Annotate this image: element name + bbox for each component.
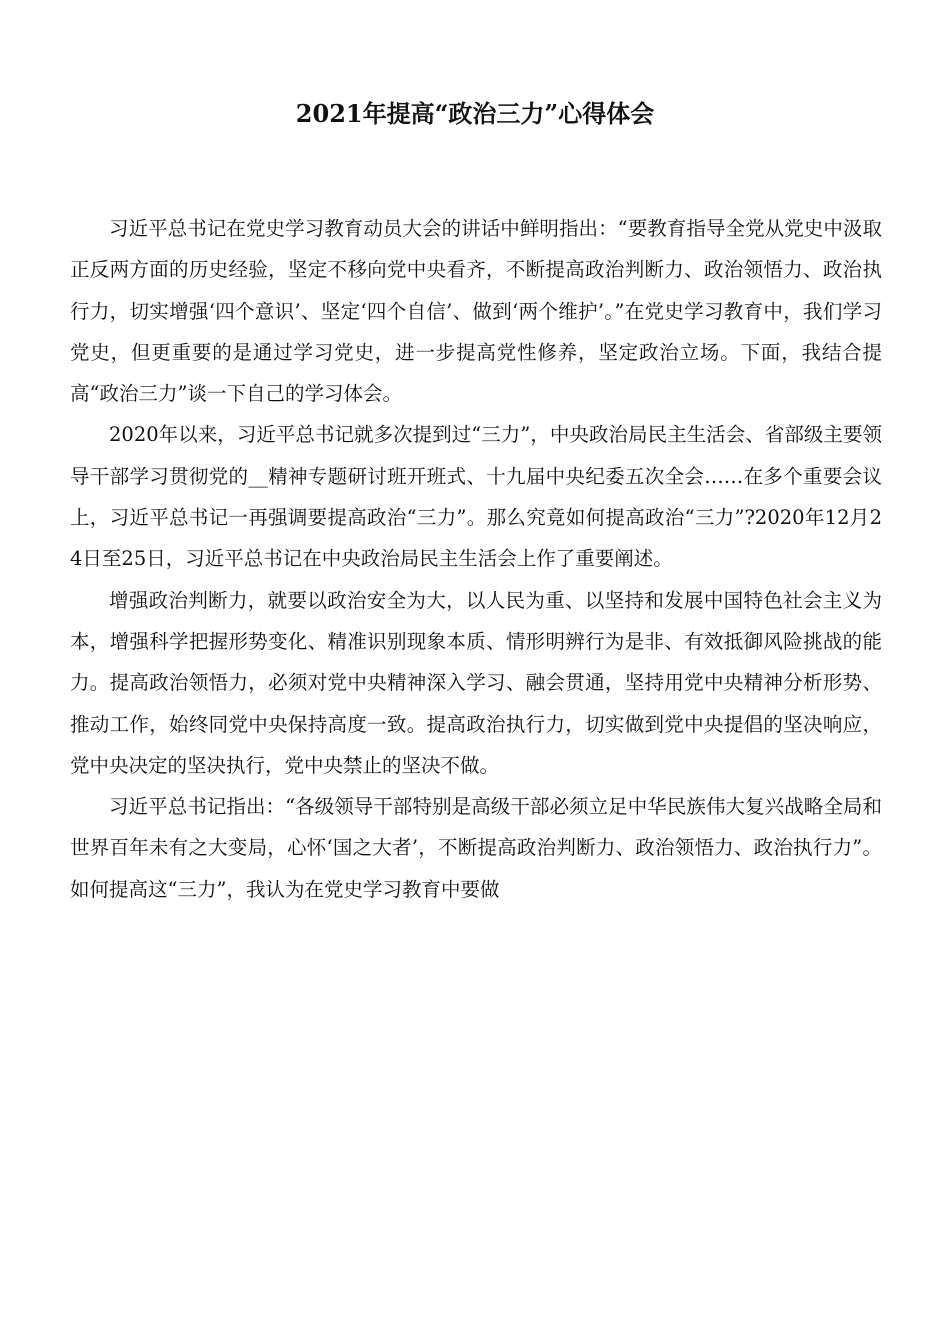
paragraph-3: 增强政治判断力，就要以政治安全为大，以人民为重、以坚持和发展中国特色社会主义为本，增强科学把握形势变化、精准识别现象本质、情形明辨行为是非、有效抵御风险挑战的能力。提高政治领悟力，必须对党中央精神深入学习、融会贯通，坚持用党中央精神分析形势、推动工作，始终同党中央保持高度一致。提高政治执行力，切实做到党中央提倡的坚决响应，党中央决定的坚决执行，党中央禁止的坚决不做。	[70, 588, 882, 777]
document-body	[70, 208, 882, 910]
paragraph-4: 习近平总书记指出：“各级领导干部特别是高级干部必须立足中华民族伟大复兴战略全局和世界百年未有之大变局，心怀‘国之大者’，不断提高政治判断力、政治领悟力、政治执行力”。如何提高这“三力”，我认为在党史学习教育中要做	[70, 795, 882, 901]
document-title: 2021年提高“政治三力”心得体会	[295, 99, 655, 128]
paragraph-1: 习近平总书记在党史学习教育动员大会的讲话中鲜明指出：“要教育指导全党从党史中汲取正反两方面的历史经验，坚定不移向党中央看齐，不断提高政治判断力、政治领悟力、政治执行力，切实增强‘四个意识’、坚定‘四个自信’、做到‘两个维护’。”在党史学习教育中，我们学习党史，但更重要的是通过学习党史，进一步提高党性修养，坚定政治立场。下面，我结合提高“政治三力”谈一下自己的学习体会。	[70, 217, 882, 406]
paragraph-2: 2020年以来，习近平总书记就多次提到过“三力”，中央政治局民主生活会、省部级主要领导干部学习贯彻党的__精神专题研讨班开班式、十九届中央纪委五次全会……在多个重要会议上，习近平总书记一再强调要提高政治“三力”。那么究竟如何提高政治“三力”?2020年12月24日至25日，习近平总书记在中央政治局民主生活会上作了重要阐述。	[70, 423, 882, 571]
